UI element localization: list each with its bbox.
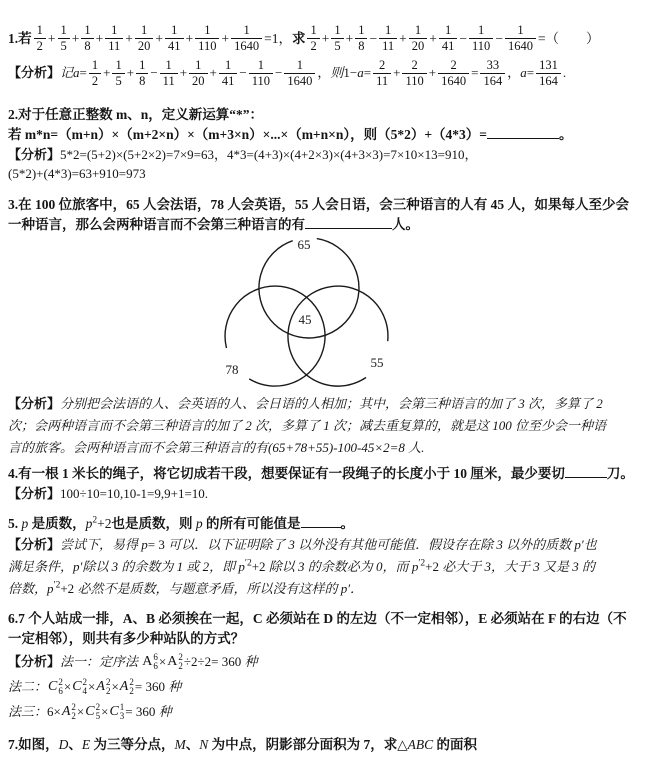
problem-3-statement-line2 bbox=[8, 215, 644, 235]
bold-text-run: 【分析】 bbox=[8, 537, 61, 552]
problem-4 bbox=[8, 464, 644, 504]
text-run: + bbox=[126, 65, 135, 80]
text-run: ， bbox=[507, 65, 521, 80]
text-run: + bbox=[185, 31, 194, 46]
text-run: + bbox=[125, 31, 133, 46]
fraction bbox=[160, 58, 178, 89]
problem-3-analysis-line3 bbox=[8, 437, 644, 459]
denominator: 1640 bbox=[234, 39, 260, 54]
numerator: 1 bbox=[409, 23, 428, 39]
fraction bbox=[112, 58, 124, 89]
venn-label-left: 78 bbox=[225, 362, 239, 377]
fraction bbox=[249, 58, 273, 89]
text-run: =（ ） bbox=[537, 31, 600, 46]
text-run: 100÷10=10,10-1=9,9+1=10. bbox=[60, 486, 209, 501]
symbol-base: A bbox=[119, 679, 129, 695]
problem-5-analysis-line2 bbox=[8, 556, 644, 578]
text-run: + bbox=[345, 31, 354, 46]
numerator: 1 bbox=[165, 23, 184, 39]
analysis-text: 言的旅客。会两种语言而不会第三种语言的有(65+78+55)-100-45×2=8 人. bbox=[8, 440, 425, 455]
lower-index: 2 bbox=[105, 686, 111, 697]
bold-text-run: 6.7 个人站成一排，A、B 必须挨在一起，C 必须站在 D 的左边（不一定相邻），E 必须站在 F 的右边（不 bbox=[8, 611, 627, 626]
text-run: + bbox=[155, 31, 164, 46]
italic-var: D bbox=[58, 737, 69, 752]
numerator: 1 bbox=[89, 58, 101, 74]
text-run: 6× bbox=[47, 704, 61, 719]
problem-1-statement bbox=[8, 22, 644, 56]
bold-text-run: 人。 bbox=[392, 217, 419, 232]
text-run: − bbox=[150, 65, 158, 80]
italic-var: a bbox=[520, 65, 527, 80]
bold-text-run: 、 bbox=[68, 737, 82, 752]
problem-6 bbox=[8, 609, 644, 724]
fraction bbox=[480, 58, 505, 89]
denominator: 2 bbox=[91, 73, 99, 88]
numerator: 2 bbox=[402, 58, 426, 74]
lower-index: 5 bbox=[95, 711, 101, 722]
bold-text-run: 的所有可能值是 bbox=[202, 516, 301, 531]
denominator: 1640 bbox=[507, 39, 533, 54]
venn-diagram-container bbox=[200, 236, 644, 391]
italic-var: p bbox=[18, 516, 32, 531]
script-stack bbox=[129, 678, 134, 696]
problem-5-analysis-line3 bbox=[8, 578, 644, 600]
analysis-text: 满足条件， bbox=[8, 559, 74, 574]
text-run: − bbox=[495, 31, 503, 46]
combinatorial-symbol bbox=[72, 678, 87, 696]
text-run: = 360 bbox=[134, 679, 169, 694]
symbol-base: C bbox=[48, 679, 58, 695]
italic-var: p′ bbox=[73, 559, 83, 574]
fraction bbox=[379, 23, 397, 54]
fraction bbox=[89, 58, 101, 89]
text-run: × bbox=[63, 679, 72, 694]
numerator: 1 bbox=[439, 23, 458, 39]
numerator: 1 bbox=[331, 23, 343, 39]
denominator: 8 bbox=[358, 39, 365, 54]
italic-var: p′ bbox=[340, 581, 351, 596]
upper-index: 2 bbox=[95, 702, 101, 713]
superscript: ′2 bbox=[418, 558, 426, 569]
analysis-text: 除以 3 的余数必为 0，而 bbox=[268, 559, 412, 574]
fraction bbox=[136, 58, 148, 89]
text-run: − bbox=[275, 65, 283, 80]
denominator: 110 bbox=[472, 39, 491, 54]
italic-var: a bbox=[73, 65, 80, 80]
blank-underline bbox=[301, 514, 341, 528]
numerator: 1 bbox=[189, 58, 208, 74]
symbol-base: A bbox=[167, 654, 178, 670]
bold-text-run: 为中点，阴影部分面积为 7，求 bbox=[208, 737, 398, 752]
problem-2-statement-line2 bbox=[8, 125, 644, 145]
text-run: + bbox=[429, 31, 437, 46]
text-run: + bbox=[321, 31, 330, 46]
numerator: 1 bbox=[135, 23, 154, 39]
upper-index: 2 bbox=[178, 652, 183, 663]
problem-1 bbox=[8, 22, 644, 90]
text-run: +2 bbox=[251, 559, 269, 574]
numerator: 2 bbox=[438, 58, 469, 74]
bold-text-run: 刀。 bbox=[606, 466, 634, 481]
denominator: 41 bbox=[221, 73, 235, 88]
denominator: 11 bbox=[108, 39, 121, 54]
symbol-base: A bbox=[142, 654, 153, 670]
bold-text-run: 2.对于任意正整数 m、n，定义新运算“*”： bbox=[8, 107, 264, 122]
script-stack bbox=[96, 703, 101, 721]
numerator: 1 bbox=[379, 23, 397, 39]
lower-index: 3 bbox=[119, 711, 125, 722]
analysis-text: 必然不是质数，与题意矛盾，所以没有这样的 bbox=[77, 581, 341, 596]
script-stack bbox=[83, 678, 88, 696]
text-run: + bbox=[179, 65, 188, 80]
lower-index: 2 bbox=[129, 686, 134, 697]
italic-var: p bbox=[141, 537, 148, 552]
symbol-base: C bbox=[72, 679, 82, 695]
fraction bbox=[438, 58, 469, 89]
numerator: 1 bbox=[112, 58, 124, 74]
denominator: 5 bbox=[115, 73, 122, 88]
venn-label-center: 45 bbox=[298, 312, 312, 327]
analysis-text: 也 bbox=[583, 537, 597, 552]
text-run: × bbox=[88, 679, 96, 694]
text-run: = bbox=[471, 65, 479, 80]
text-run: × bbox=[111, 679, 119, 694]
lower-index: 4 bbox=[82, 686, 88, 697]
venn-label-right: 55 bbox=[370, 355, 384, 370]
analysis-text: 法三： bbox=[8, 704, 48, 719]
analysis-text: 记 bbox=[60, 65, 74, 80]
venn-circle-left-english bbox=[225, 286, 325, 386]
italic-var: N bbox=[199, 737, 209, 752]
text-run: × bbox=[76, 704, 85, 719]
text-run: (5*2)+(4*3)=63+910=973 bbox=[8, 166, 146, 181]
venn-diagram bbox=[200, 236, 400, 391]
symbol-base: C bbox=[85, 704, 95, 720]
denominator: 2 bbox=[310, 39, 317, 54]
symbol-base: C bbox=[109, 704, 119, 720]
problem-5 bbox=[8, 514, 644, 600]
italic-var: p′ bbox=[574, 537, 584, 552]
text-run: + bbox=[71, 31, 80, 46]
text-run: × bbox=[158, 654, 167, 669]
bold-text-run: 【分析】 bbox=[8, 65, 61, 80]
text-run: − bbox=[459, 31, 468, 46]
lower-index: 2 bbox=[71, 711, 76, 722]
bold-text-run: 、 bbox=[185, 737, 200, 752]
text-run: = bbox=[363, 65, 372, 80]
analysis-text: 次；会两种语言而不会第三种语言的加了 2 次，多算了 1 次；减去重复算的，就是这 100 位至少会一种语 bbox=[8, 418, 607, 433]
problem-3-statement-line1 bbox=[8, 195, 644, 215]
fraction bbox=[189, 58, 208, 89]
problem-5-analysis-line1 bbox=[8, 534, 644, 556]
fraction bbox=[219, 58, 238, 89]
bold-text-run: 4.有一根 1 米长的绳子，将它切成若干段，想要保证有一段绳子的长度小于 10 厘米，最少要切 bbox=[8, 466, 565, 481]
text-run: ， bbox=[317, 65, 331, 80]
symbol-base: A bbox=[96, 679, 105, 695]
fraction bbox=[105, 23, 123, 54]
text-run: +2 bbox=[425, 559, 443, 574]
problem-2-analysis-line2 bbox=[8, 164, 644, 183]
analysis-text: 除以 3 的余数为 1 或 2，即 bbox=[82, 559, 239, 574]
script-stack bbox=[120, 703, 125, 721]
combinatorial-symbol bbox=[167, 653, 183, 671]
problem-5-statement bbox=[8, 514, 644, 534]
denominator: 164 bbox=[539, 73, 558, 88]
analysis-text: ． bbox=[350, 581, 364, 596]
combinatorial-symbol bbox=[109, 703, 124, 721]
problem-2-analysis-line1 bbox=[8, 145, 644, 164]
denominator: 164 bbox=[483, 73, 503, 88]
fraction bbox=[34, 23, 46, 54]
fraction bbox=[439, 23, 458, 54]
denominator: 11 bbox=[162, 73, 175, 88]
fraction bbox=[81, 23, 93, 54]
bold-text-run: 7.如图， bbox=[8, 737, 59, 752]
italic-var: p bbox=[47, 581, 54, 596]
denominator: 41 bbox=[168, 39, 181, 54]
numerator: 1 bbox=[249, 58, 273, 74]
fraction bbox=[373, 58, 391, 89]
denominator: 20 bbox=[411, 39, 425, 54]
numerator: 1 bbox=[105, 23, 123, 39]
problem-6-method-3 bbox=[8, 699, 644, 724]
bold-text-run: 【分析】 bbox=[8, 654, 61, 669]
blank-underline bbox=[565, 464, 607, 478]
problem-2 bbox=[8, 105, 644, 183]
analysis-text: 则 bbox=[330, 65, 344, 80]
upper-index: 6 bbox=[153, 652, 158, 663]
text-run: . bbox=[562, 65, 567, 80]
bold-text-run: 为三等分点， bbox=[90, 737, 175, 752]
numerator: 1 bbox=[58, 23, 70, 39]
upper-index: 1 bbox=[119, 702, 125, 713]
script-stack bbox=[58, 678, 63, 696]
script-stack bbox=[71, 703, 76, 721]
fraction bbox=[505, 23, 536, 54]
problem-6-statement-line1 bbox=[8, 609, 644, 629]
denominator: 11 bbox=[376, 73, 389, 88]
analysis-text: 种 bbox=[244, 654, 258, 669]
problem-4-statement bbox=[8, 464, 644, 484]
fraction bbox=[284, 58, 315, 89]
text-run: × bbox=[101, 704, 109, 719]
fraction bbox=[331, 23, 343, 54]
denominator: 11 bbox=[382, 39, 395, 54]
text-run: − bbox=[369, 31, 378, 46]
problem-2-statement-line1 bbox=[8, 105, 644, 125]
text-run: + bbox=[209, 65, 217, 80]
text-run: =1， bbox=[264, 31, 292, 46]
upper-index: 2 bbox=[82, 677, 88, 688]
bold-text-run: 【分析】 bbox=[8, 486, 61, 501]
text-run: + bbox=[95, 31, 104, 46]
script-stack bbox=[153, 653, 158, 671]
numerator: 1 bbox=[34, 23, 46, 39]
bold-text-run: 也是质数，则 bbox=[111, 516, 196, 531]
bold-text-run: 若 m*n=（m+n）×（m+2×n）×（m+3×n）×...×（m+n×n），则（5*2）+（4*3）= bbox=[8, 127, 487, 142]
denominator: 2 bbox=[36, 39, 43, 54]
text-run: △ bbox=[397, 737, 408, 752]
bold-text-run: 一定相邻），则共有多少种站队的方式？ bbox=[8, 631, 245, 646]
combinatorial-symbol bbox=[62, 703, 76, 721]
italic-var: ABC bbox=[407, 737, 434, 752]
analysis-text: 法一：定序法 bbox=[60, 654, 142, 669]
text-run: + bbox=[393, 65, 401, 80]
analysis-text: 尝试下，易得 bbox=[60, 537, 142, 552]
analysis-text: 法二： bbox=[8, 679, 48, 694]
text-run: 1− bbox=[343, 65, 358, 80]
fraction bbox=[165, 23, 184, 54]
bold-text-run: 【分析】 bbox=[8, 396, 61, 411]
text-run: = 3 bbox=[147, 537, 169, 552]
numerator: 1 bbox=[231, 23, 262, 39]
text-run: + bbox=[428, 65, 437, 80]
denominator: 1640 bbox=[287, 73, 313, 88]
italic-var: M bbox=[174, 737, 186, 752]
denominator: 5 bbox=[60, 39, 67, 54]
combinatorial-symbol bbox=[48, 678, 63, 696]
upper-index: 2 bbox=[71, 702, 76, 713]
numerator: 1 bbox=[219, 58, 238, 74]
italic-var: p bbox=[238, 559, 245, 574]
text-run: = 360 bbox=[125, 704, 159, 719]
blank-underline bbox=[305, 215, 392, 229]
numerator: 1 bbox=[505, 23, 536, 39]
fraction bbox=[402, 58, 426, 89]
denominator: 41 bbox=[441, 39, 455, 54]
combinatorial-symbol bbox=[120, 678, 134, 696]
denominator: 110 bbox=[405, 73, 424, 88]
venn-circle-right-japanese bbox=[288, 286, 388, 386]
text-run: + bbox=[221, 31, 230, 46]
fraction bbox=[231, 23, 262, 54]
fraction bbox=[409, 23, 428, 54]
denominator: 110 bbox=[198, 39, 217, 54]
denominator: 8 bbox=[139, 73, 146, 88]
numerator: 33 bbox=[480, 58, 505, 74]
numerator: 1 bbox=[307, 23, 319, 39]
fraction bbox=[469, 23, 493, 54]
fraction bbox=[58, 23, 70, 54]
numerator: 131 bbox=[536, 58, 561, 74]
text-run: 5*2=(5+2)×(5+2×2)=7×9=63，4*3=(4+3)×(4+2×3)×(4+3×3)=7×10×13=910， bbox=[60, 147, 478, 162]
blank-underline bbox=[487, 125, 559, 139]
bold-text-run: 5. bbox=[8, 516, 19, 531]
analysis-text: 可以．以下证明除了 3 以外没有其他可能值．假设存在除 3 以外的质数 bbox=[168, 537, 575, 552]
fraction bbox=[536, 58, 561, 89]
denominator: 110 bbox=[251, 73, 271, 88]
script-stack bbox=[178, 653, 183, 671]
denominator: 1640 bbox=[441, 73, 467, 88]
problem-1-analysis bbox=[8, 56, 644, 90]
denominator: 20 bbox=[192, 73, 205, 88]
combinatorial-symbol bbox=[96, 678, 110, 696]
symbol-base: A bbox=[61, 704, 71, 720]
numerator: 1 bbox=[160, 58, 178, 74]
text-run: +2 bbox=[60, 581, 78, 596]
combinatorial-symbol bbox=[142, 653, 158, 671]
text-run: + bbox=[103, 65, 111, 80]
fraction bbox=[135, 23, 154, 54]
upper-index: 2 bbox=[129, 677, 134, 688]
denominator: 8 bbox=[84, 39, 91, 54]
superscript: ′2 bbox=[244, 558, 252, 569]
italic-var: a bbox=[357, 65, 364, 80]
analysis-text: 种 bbox=[158, 704, 172, 719]
numerator: 1 bbox=[195, 23, 219, 39]
problem-6-statement-line2 bbox=[8, 629, 644, 649]
bold-text-run: 是质数， bbox=[31, 516, 86, 531]
superscript: 2 bbox=[92, 515, 98, 526]
italic-var: p bbox=[195, 516, 203, 531]
bold-text-run: 1.若 bbox=[8, 31, 32, 46]
numerator: 1 bbox=[81, 23, 93, 39]
fraction bbox=[355, 23, 367, 54]
analysis-text: 种 bbox=[168, 679, 182, 694]
problem-3-analysis-line2 bbox=[8, 415, 644, 437]
numerator: 1 bbox=[355, 23, 367, 39]
problem-7-statement bbox=[8, 735, 644, 755]
numerator: 1 bbox=[284, 58, 315, 74]
problem-3 bbox=[8, 195, 644, 459]
script-stack bbox=[106, 678, 111, 696]
bold-text-run: 求 bbox=[291, 31, 306, 46]
bold-text-run: 【分析】 bbox=[8, 147, 61, 162]
text-run: + bbox=[47, 31, 56, 46]
lower-index: 6 bbox=[153, 661, 158, 672]
analysis-text: 倍数， bbox=[8, 581, 48, 596]
superscript: ′2 bbox=[53, 580, 61, 591]
analysis-text: 分别把会法语的人、会英语的人、会日语的人相加；其中，会第三种语言的加了 3 次，多算了 2 bbox=[60, 396, 603, 411]
lower-index: 6 bbox=[58, 686, 63, 697]
text-run: = bbox=[526, 65, 535, 80]
problem-6-method-2 bbox=[8, 674, 644, 699]
bold-text-run: 。 bbox=[340, 516, 354, 531]
upper-index: 2 bbox=[58, 677, 63, 688]
text-run: = bbox=[79, 65, 87, 80]
lower-index: 2 bbox=[178, 661, 183, 672]
problem-4-analysis bbox=[8, 484, 644, 504]
italic-var: p bbox=[411, 559, 419, 574]
numerator: 2 bbox=[373, 58, 391, 74]
problem-7 bbox=[8, 735, 644, 755]
text-run: +2 bbox=[97, 516, 112, 531]
text-run: ÷2÷2= 360 bbox=[183, 654, 245, 669]
bold-text-run: 一种语言，那么会两种语言而不会第三种语言的有 bbox=[8, 217, 305, 232]
upper-index: 2 bbox=[105, 677, 111, 688]
analysis-text: 必大于 3，大于 3 又是 3 的 bbox=[442, 559, 595, 574]
italic-var: p bbox=[85, 516, 93, 531]
italic-var: E bbox=[81, 737, 91, 752]
problem-6-method-1 bbox=[8, 649, 644, 674]
fraction bbox=[307, 23, 319, 54]
bold-text-run: 。 bbox=[558, 127, 573, 142]
denominator: 20 bbox=[137, 39, 151, 54]
problem-3-analysis-line1 bbox=[8, 393, 644, 415]
text-run: + bbox=[399, 31, 407, 46]
numerator: 1 bbox=[136, 58, 148, 74]
combinatorial-symbol bbox=[85, 703, 100, 721]
fraction bbox=[195, 23, 219, 54]
denominator: 5 bbox=[334, 39, 341, 54]
numerator: 1 bbox=[469, 23, 493, 39]
venn-label-top: 65 bbox=[297, 237, 311, 252]
text-run: − bbox=[239, 65, 247, 80]
bold-text-run: 的面积 bbox=[433, 737, 478, 752]
bold-text-run: 3.在 100 位旅客中，65 人会法语，78 人会英语，55 人会日语，会三种语言的人有 45 人，如果每人至少会 bbox=[8, 197, 629, 212]
